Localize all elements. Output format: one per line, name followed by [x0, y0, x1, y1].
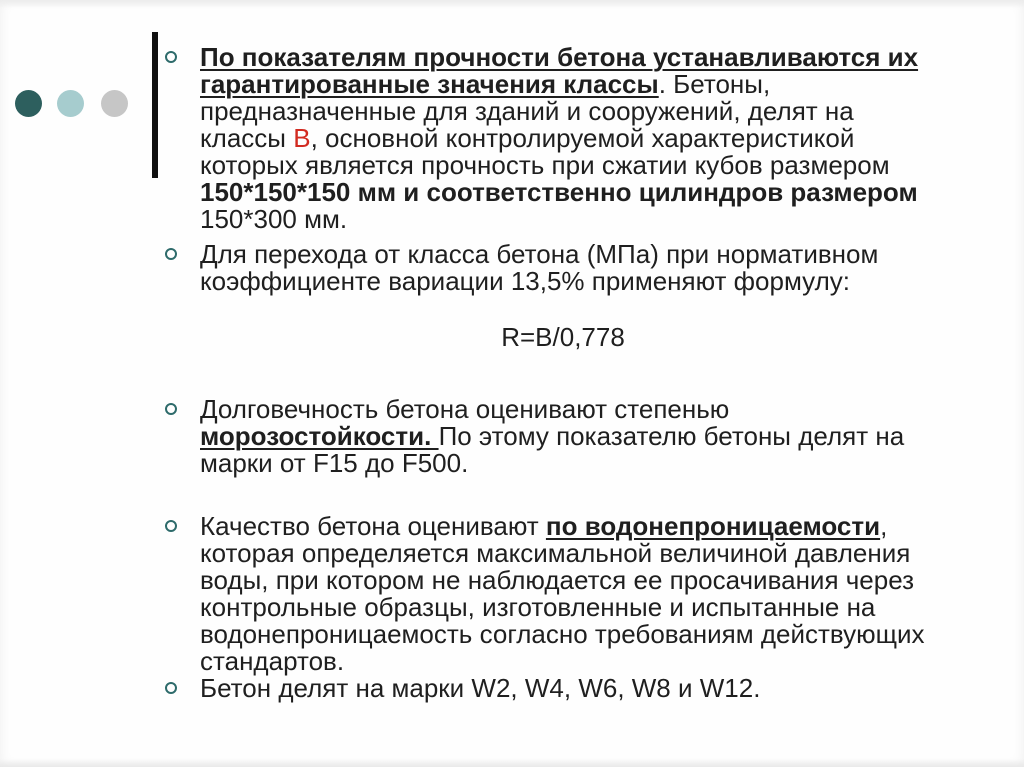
bullet-ring-icon	[165, 520, 177, 532]
text-segment: предназначенные для зданий и сооружений, делят на	[200, 96, 854, 126]
text-segment: по водонепроницаемости	[545, 511, 881, 541]
bullet-ring-icon	[165, 682, 177, 694]
text-segment: стандартов.	[200, 646, 345, 676]
paragraph-text	[200, 394, 904, 478]
text-segment: которая определяется максимальной величиной давления	[200, 538, 911, 568]
text-segment: 150*300 мм.	[200, 204, 348, 234]
text-segment: ,	[880, 511, 888, 541]
text-segment: водонепроницаемость согласно требованиям действующих	[200, 619, 925, 649]
gray-dot-icon	[101, 90, 128, 117]
text-segment: R=B/0,778	[501, 322, 625, 352]
text-segment: Долговечность бетона оценивают степенью	[200, 394, 730, 424]
bullet-paragraph	[163, 513, 963, 675]
text-segment: По этому показателю бетоны делят на	[438, 421, 905, 451]
text-segment: 150*150*150 мм и соответственно цилиндров размером	[200, 177, 918, 207]
light-teal-dot-icon	[57, 90, 84, 117]
formula-line	[163, 324, 963, 351]
vertical-bar-decoration	[152, 32, 158, 178]
dark-teal-dot-icon	[15, 90, 42, 117]
bullet-paragraph	[163, 241, 963, 295]
text-segment: которых является прочность при сжатии кубов размером	[200, 150, 890, 180]
text-segment: морозостойкости.	[200, 421, 439, 451]
text-segment: . Бетоны,	[658, 69, 771, 99]
text-segment: , основной контролируемой характеристикой	[310, 123, 855, 153]
text-segment: контрольные образцы, изготовленные и испытанные на	[200, 592, 876, 622]
bullet-paragraph	[163, 396, 963, 477]
text-segment: коэффициенте вариации 13,5% применяют формулу:	[200, 266, 850, 296]
text-segment: Качество бетона оценивают	[200, 511, 546, 541]
bullet-paragraph	[163, 44, 963, 233]
text-segment: классы	[200, 123, 294, 153]
text-segment: Бетон делят на марки W2, W4, W6, W8 и W12.	[200, 673, 761, 703]
bullet-ring-icon	[165, 51, 177, 63]
slide-bottom-edge	[0, 759, 1024, 767]
text-segment: марки от F15 до F500.	[200, 448, 469, 478]
bullet-paragraph	[163, 675, 963, 702]
text-segment: гарантированные значения классы	[200, 69, 659, 99]
template-dots-decoration	[15, 90, 145, 118]
paragraph-text	[501, 322, 625, 352]
paragraph-text	[200, 511, 925, 676]
paragraph-text	[200, 239, 878, 296]
bullet-ring-icon	[165, 248, 177, 260]
bullet-ring-icon	[165, 403, 177, 415]
text-segment: воды, при котором не наблюдается ее просачивания через	[200, 565, 915, 595]
paragraph-text	[200, 673, 760, 703]
text-segment: Для перехода от класса бетона (МПа) при нормативном	[200, 239, 879, 269]
paragraph-text	[200, 42, 918, 234]
slide-content	[163, 44, 963, 702]
slide-top-edge	[0, 0, 1024, 8]
text-segment: В	[293, 123, 311, 153]
text-segment: По показателям прочности бетона устанавливаются их	[200, 42, 919, 72]
